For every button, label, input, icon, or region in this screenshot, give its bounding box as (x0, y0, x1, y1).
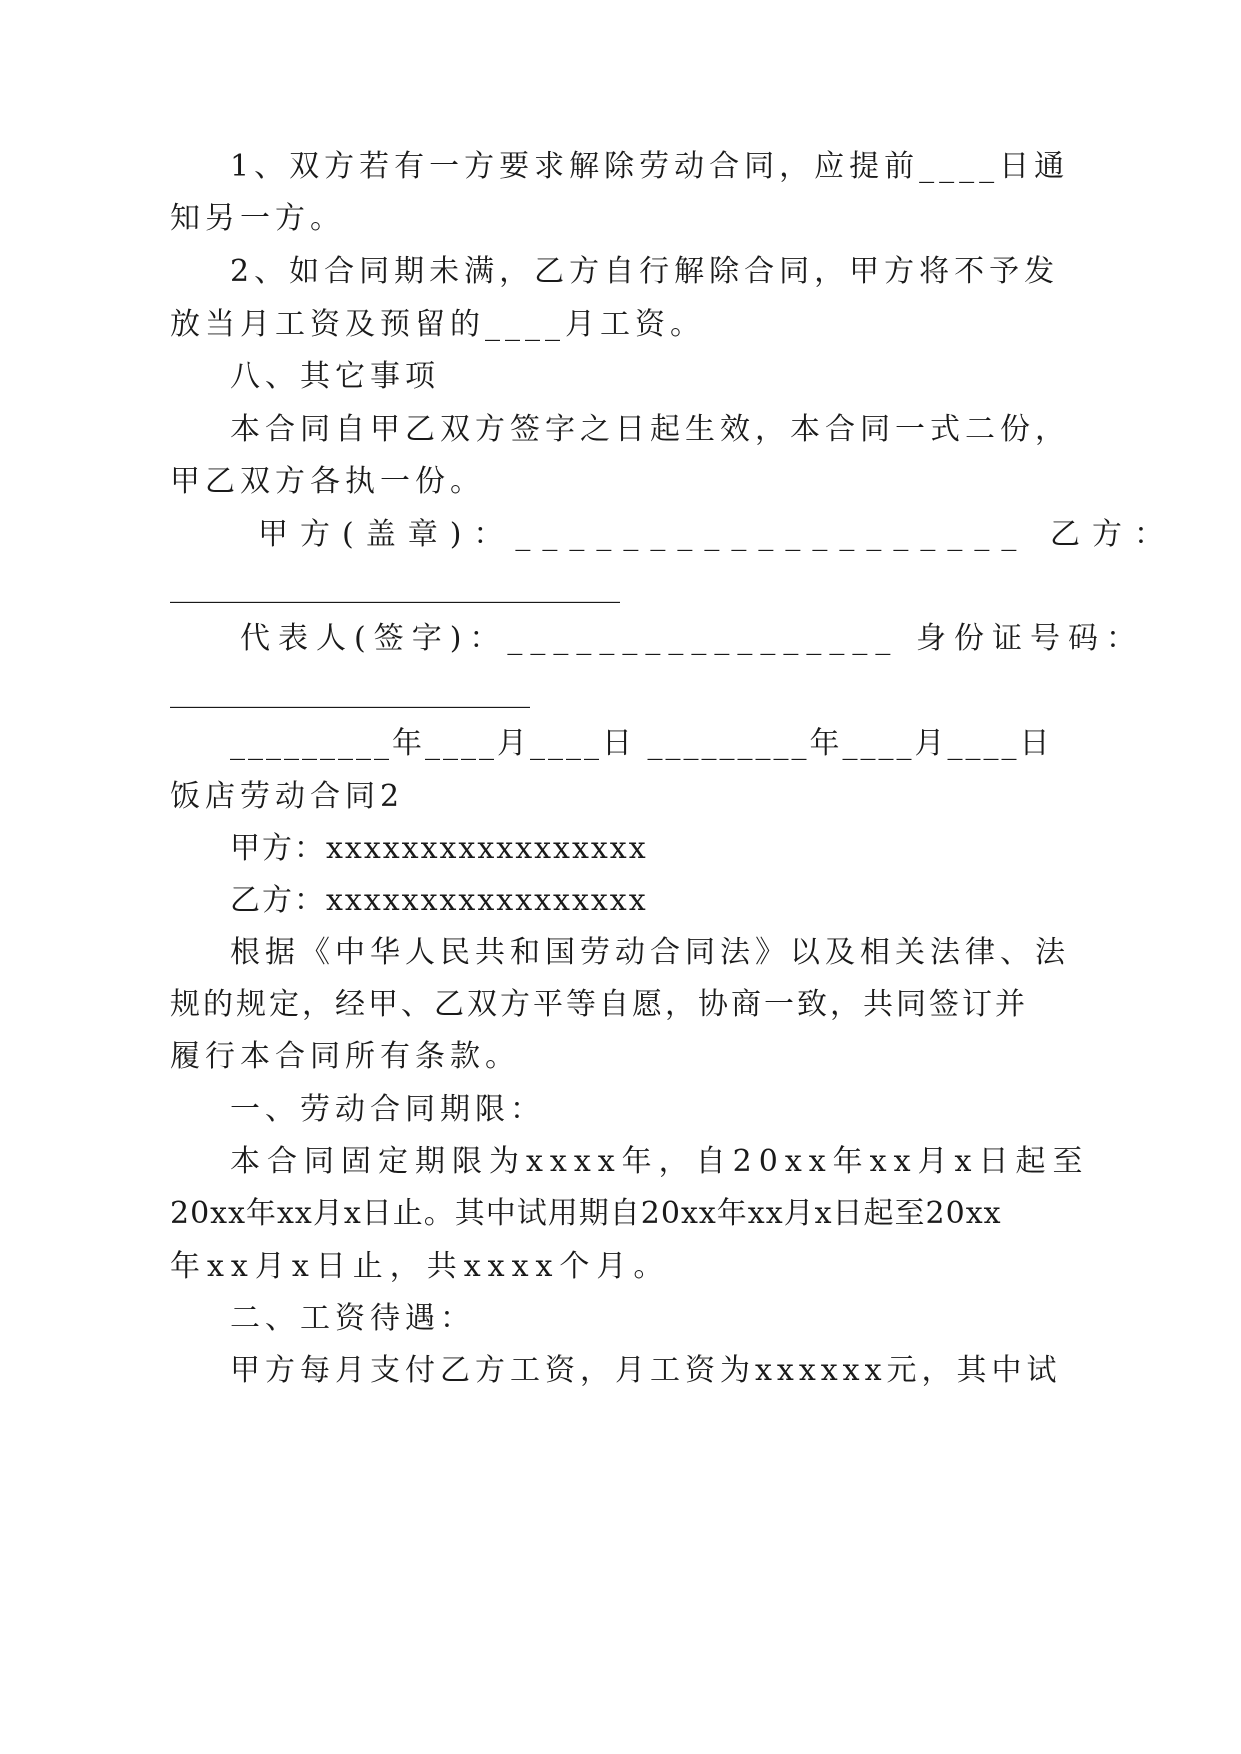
party-b-line: 乙方：xxxxxxxxxxxxxxxxx (230, 883, 648, 918)
paragraph-clause-2-line-1: 2、如合同期未满，乙方自行解除合同，甲方将不予发 (230, 254, 1060, 289)
signature-representative-line: 代表人(签字)：_________________ 身份证号码： (240, 621, 1144, 656)
preamble-line-1: 根据《中华人民共和国劳动合同法》以及相关法律、法 (230, 935, 1070, 970)
term-paragraph-line-1: 本合同固定期限为xxxx年，自20xx年xx月x日起至 (230, 1144, 1090, 1179)
section-heading-salary: 二、工资待遇： (230, 1301, 475, 1336)
preamble-line-3: 履行本合同所有条款。 (170, 1039, 520, 1074)
paragraph-clause-2-line-2: 放当月工资及预留的____月工资。 (170, 307, 705, 342)
paragraph-effect-line-1: 本合同自甲乙双方签字之日起生效，本合同一式二份， (230, 412, 1070, 447)
paragraph-effect-line-2: 甲乙双方各执一份。 (170, 464, 485, 499)
paragraph-clause-1-line-2: 知另一方。 (170, 201, 345, 236)
term-paragraph-line-2: 20xx年xx月x日止。其中试用期自20xx年xx月x日起至20xx (170, 1196, 1002, 1231)
signature-party-a-line: 甲方(盖章)：___________________ 乙方： (258, 517, 1176, 552)
term-paragraph-line-3: 年xx月x日止，共xxxx个月。 (170, 1249, 671, 1284)
party-a-line: 甲方：xxxxxxxxxxxxxxxxx (230, 831, 648, 866)
signature-party-b-blank: ______________________________ (170, 569, 620, 604)
section-heading-other-matters: 八、其它事项 (230, 359, 440, 394)
id-number-blank: ________________________ (170, 674, 530, 709)
salary-paragraph-line-1: 甲方每月支付乙方工资，月工资为xxxxxx元，其中试 (230, 1353, 1062, 1388)
paragraph-clause-1-line-1: 1、双方若有一方要求解除劳动合同，应提前____日通 (230, 149, 1070, 184)
preamble-line-2: 规的规定，经甲、乙双方平等自愿，协商一致，共同签订并 (170, 987, 1028, 1022)
contract-title-2: 饭店劳动合同2 (170, 779, 405, 814)
date-line: _________年____月____日 _________年____月____日 (230, 726, 1053, 761)
section-heading-contract-term: 一、劳动合同期限： (230, 1092, 545, 1127)
